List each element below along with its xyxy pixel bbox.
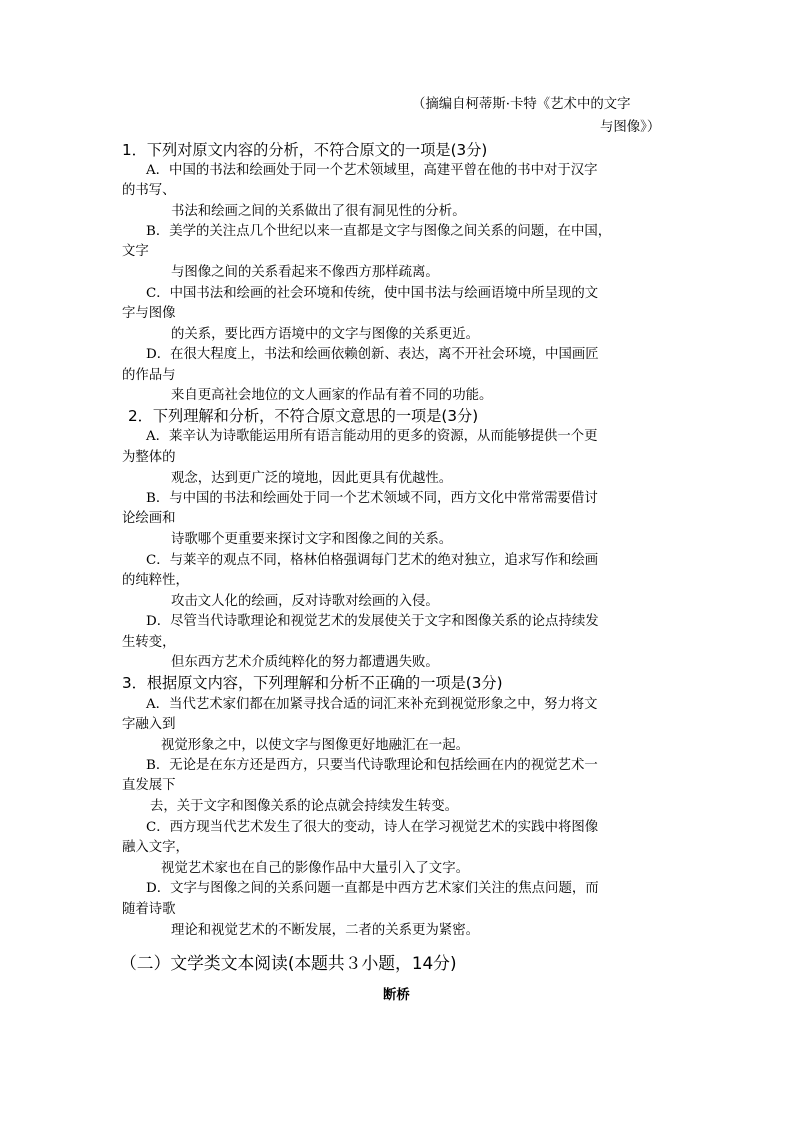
question-3-option-a-line-3: 视觉形象之中，以使文字与图像更好地融汇在一起。 [161, 738, 469, 753]
question-3-option-d-line-3: 理论和视觉艺术的不断发展，二者的关系更为紧密。 [171, 923, 479, 938]
question-1-option-b-line-2: 文字 [122, 244, 149, 259]
question-1-option-c-line-2: 字与图像 [122, 306, 176, 321]
question-1-option-b-line-3: 与图像之间的关系看起来不像西方那样疏离。 [171, 265, 439, 280]
source-citation-line-2: 与图像》） [600, 120, 661, 135]
story-title: 断桥 [383, 987, 410, 1003]
question-2-option-b-line-3: 诗歌哪个更重要来探讨文字和图像之间的关系。 [171, 532, 453, 547]
question-1-option-c-line-1: C．中国书法和绘画的社会环境和传统，使中国书法与绘画语境中所呈现的文 [146, 286, 599, 301]
question-2-option-c-line-3: 攻击文人化的绘画，反对诗歌对绘画的入侵。 [171, 594, 439, 609]
question-3-option-a-line-1: A．当代艺术家们都在加紧寻找合适的词汇来补充到视觉形象之中，努力将文 [146, 697, 598, 712]
question-2-option-c-line-2: 的纯粹性， [122, 573, 189, 588]
question-3-option-c-line-3: 视觉艺术家也在自己的影像作品中大量引入了文字。 [161, 861, 469, 876]
question-3-option-b-line-2: 直发展下 [122, 778, 176, 793]
question-3-option-a-line-2: 字融入到 [122, 717, 176, 732]
question-2-option-a-line-2: 为整体的 [122, 450, 176, 465]
question-3-option-b-line-1: B．无论是在东方还是西方，只要当代诗歌理论和包括绘画在内的视觉艺术一 [146, 758, 598, 773]
question-2-option-b-line-2: 论绘画和 [122, 511, 176, 526]
question-3-option-b-line-3: 去，关于文字和图像关系的论点就会持续发生转变。 [150, 799, 458, 814]
source-citation-line-1: （摘编自柯蒂斯·卡特《艺术中的文字 [412, 97, 631, 112]
question-1-option-a-line-3: 书法和绘画之间的关系做出了很有洞见性的分析。 [171, 204, 466, 219]
question-1-stem: 1．下列对原文内容的分析，不符合原文的一项是(3分) [122, 141, 488, 159]
question-1-option-a-line-1: A．中国的书法和绘画处于同一个艺术领域里，高建平曾在他的书中对于汉字 [146, 163, 598, 178]
question-1-option-d-line-3: 来自更高社会地位的文人画家的作品有着不同的功能。 [171, 388, 493, 403]
question-1-option-a-line-2: 的书写、 [122, 183, 176, 198]
question-2-option-d-line-3: 但东西方艺术介质纯粹化的努力都遭遇失败。 [171, 655, 439, 670]
question-2-option-c-line-1: C．与莱辛的观点不同，格林伯格强调每门艺术的绝对独立，追求写作和绘画 [146, 553, 599, 568]
question-2-option-a-line-1: A．莱辛认为诗歌能运用所有语言能动用的更多的资源，从而能够提供一个更 [146, 429, 598, 444]
question-1-option-d-line-2: 的作品与 [122, 368, 176, 383]
question-3-option-d-line-2: 随着诗歌 [122, 902, 176, 917]
question-1-option-c-line-3: 的关系，要比西方语境中的文字与图像的关系更近。 [171, 327, 479, 342]
question-1-option-b-line-1: B．美学的关注点几个世纪以来一直都是文字与图像之间关系的问题，在中国， [146, 224, 612, 239]
section-heading: （二）文学类文本阅读(本题共３小题，14分) [120, 953, 457, 973]
question-2-stem: 2．下列理解和分析，不符合原文意思的一项是(3分) [128, 407, 479, 425]
question-2-option-a-line-3: 观念，达到更广泛的境地，因此更具有优越性。 [171, 471, 453, 486]
question-2-option-d-line-2: 生转变， [122, 635, 176, 650]
question-2-option-b-line-1: B．与中国的书法和绘画处于同一个艺术领域不同，西方文化中常常需要借讨 [146, 491, 598, 506]
question-3-option-d-line-1: D．文字与图像之间的关系问题一直都是中西方艺术家们关注的焦点问题，而 [146, 881, 599, 896]
question-3-option-c-line-2: 融入文字， [122, 840, 189, 855]
question-3-option-c-line-1: C．西方现当代艺术发生了很大的变动，诗人在学习视觉艺术的实践中将图像 [146, 820, 599, 835]
question-3-stem: 3．根据原文内容，下列理解和分析不正确的一项是(3分) [122, 674, 503, 692]
question-2-option-d-line-1: D．尽管当代诗歌理论和视觉艺术的发展使关于文字和图像关系的论点持续发 [146, 614, 599, 629]
question-1-option-d-line-1: D．在很大程度上，书法和绘画依赖创新、表达，离不开社会环境，中国画匠 [146, 347, 599, 362]
